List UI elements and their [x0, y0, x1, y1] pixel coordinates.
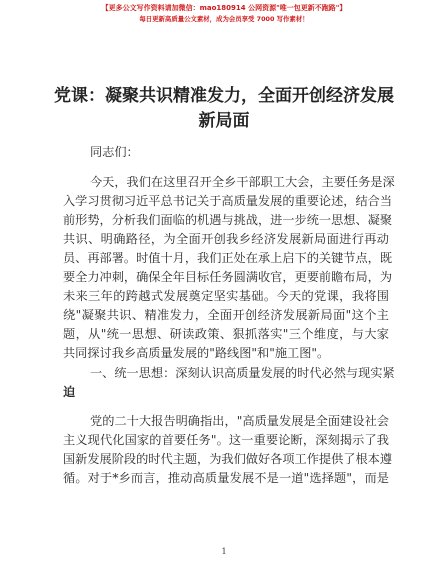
body-line: 共识、明确路径，为全面开创我乡经济发展新局面进行再动	[63, 232, 389, 246]
body-line: 共同探讨我乡高质量发展的"路线图"和"施工图"。	[63, 346, 330, 360]
section-heading-line-2: 迫	[63, 385, 76, 399]
body-line: 主义现代化国家的首要任务"。这一重要论断，深刻揭示了我	[63, 433, 389, 447]
document-title-line-2: 新局面	[198, 111, 250, 131]
body-line: 入学习贯彻习近平总书记关于高质量发展的重要论述，结合当	[63, 194, 393, 208]
page-number: 1	[221, 547, 227, 556]
promo-banner-line-1: 【更多公文写作资料请加微信：mao180914 公网资源"唯一包更新不跑路"】	[101, 4, 347, 12]
body-line: 党的二十大报告明确指出，"高质量发展是全面建设社会	[90, 414, 389, 428]
salutation: 同志们：	[90, 145, 139, 159]
body-line: 循。对于*乡而言，推动高质量发展不是一道"选择题"，而是	[63, 471, 389, 485]
body-line: 今天，我们在这里召开全乡干部职工大会，主要任务是深	[90, 175, 395, 189]
promo-banner-line-2: 每日更新高质量公文素材，成为会员享受 7000 写作素材！	[139, 15, 309, 23]
document-title-line-1: 党课：凝聚共识精准发力，全面开创经济发展	[54, 86, 394, 106]
body-line: 国新发展阶段的时代主题，为我们做好各项工作提供了根本遵	[63, 452, 393, 466]
body-line: 员、再部署。时值十月，我们正处在承上启下的关键节点，既	[63, 251, 393, 265]
section-heading-line-1: 一、统一思想：深刻认识高质量发展的时代必然与现实紧	[90, 366, 395, 380]
body-line: 绕"凝聚共识、精准发力，全面开创经济发展新局面"这个主	[63, 308, 389, 322]
body-line: 未来三年的跨越式发展奠定坚实基础。今天的党课，我将围	[63, 289, 389, 303]
body-line: 题，从"统一思想、研读政策、狠抓落实"三个维度，与大家	[63, 327, 389, 341]
body-line: 要全力冲刺，确保全年目标任务圆满收官，更要前瞻布局，为	[63, 270, 393, 284]
body-line: 前形势，分析我们面临的机遇与挑战，进一步统一思想、凝聚	[63, 213, 393, 227]
